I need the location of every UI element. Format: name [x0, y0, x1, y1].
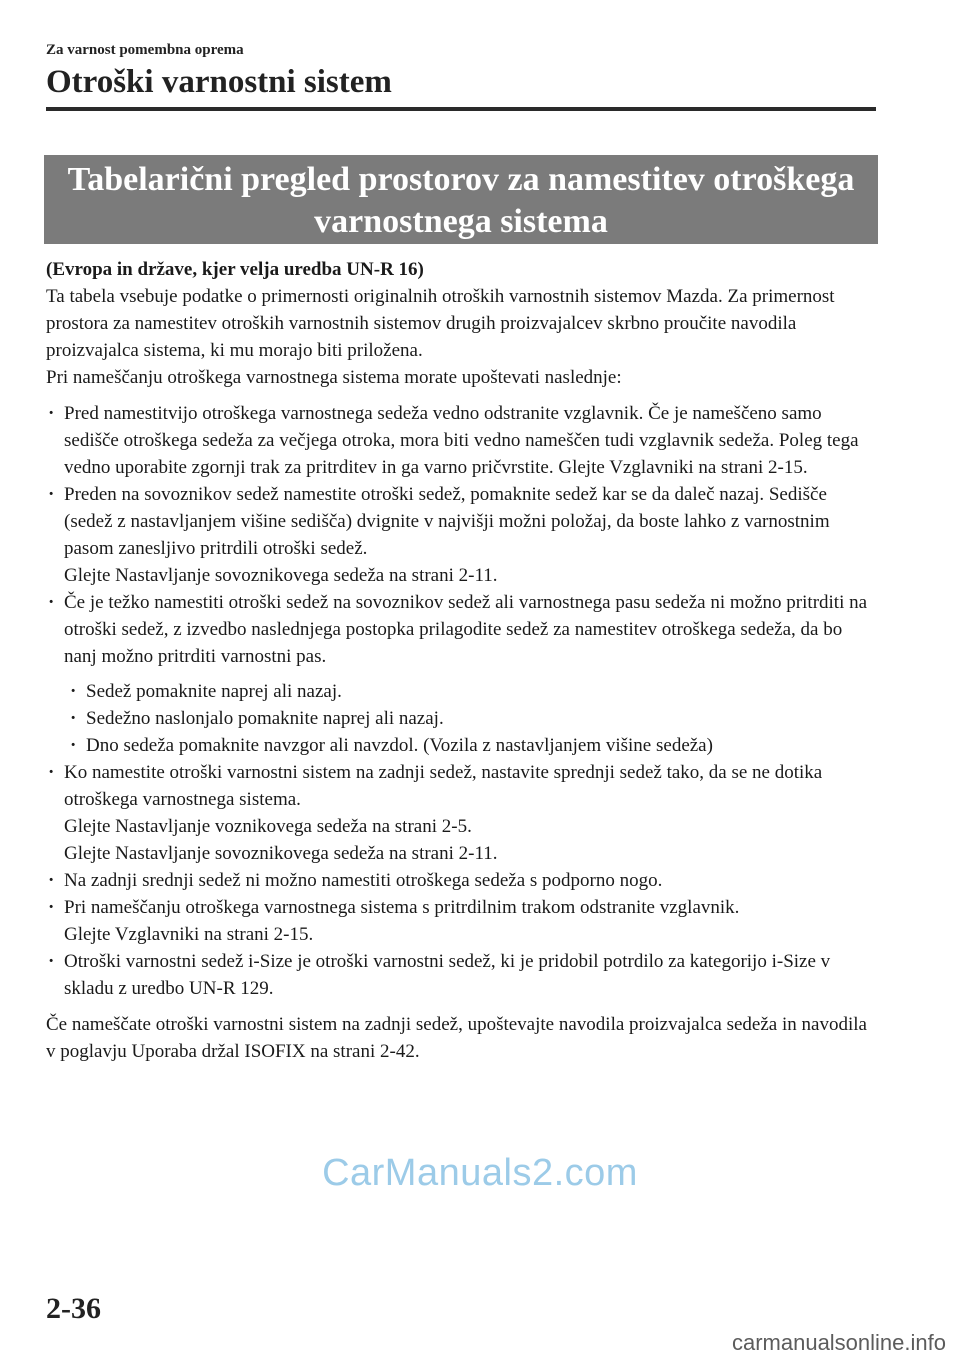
bullet-icon: ·	[48, 951, 55, 972]
list-item	[46, 589, 878, 670]
list-item	[46, 400, 878, 481]
intro-subhead: (Evropa in države, kjer velja uredba UN-R 16)	[46, 259, 424, 280]
sub-list-item-text: Sedež pomaknite naprej ali nazaj.	[86, 681, 342, 702]
list-item-text: Na zadnji srednji sedež ni možno namestiti otroškega sedeža s podporno nogo.	[64, 870, 663, 891]
sub-list-item-text: Dno sedeža pomaknite navzgor ali navzdol. (Vozila z nastavljanjem višine sedeža)	[86, 735, 713, 756]
page-reference: Glejte Vzglavniki na strani 2-15.	[64, 924, 314, 945]
sub-list-item-text: Sedežno naslonjalo pomaknite naprej ali nazaj.	[86, 708, 444, 729]
bullet-icon: ·	[48, 870, 55, 891]
list-item-text: Če je težko namestiti otroški sedež na sovoznikov sedež ali varnostnega pasu sedeža ni možno pritrditi na otroški sedež, z izvedbo naslednjega postopka prilagodite sedež za namestitev otroškega sedeža, da bo nanj možno pritrditi varnostni pas.	[64, 592, 868, 667]
page-number: 2-36	[46, 1292, 101, 1325]
list-item-text: Ko namestite otroški varnostni sistem na zadnji sedež, nastavite sprednji sedež tako, da se ne dotika otroškega varnostnega sistema.	[64, 762, 823, 810]
list-item	[46, 481, 878, 589]
bullet-icon: ·	[70, 735, 77, 756]
bullet-icon: ·	[48, 897, 55, 918]
intro-paragraph: Ta tabela vsebuje podatke o primernosti originalnih otroških varnostnih sistemov Mazda. Za primernost prostora za namestitev otroških varnostnih sistemov drugih proizvajalcev skrbno proučite navodila proizvajalca sistema, ki mu morajo biti priložena.	[46, 286, 835, 361]
sub-list-item	[46, 678, 878, 705]
sub-list-item	[46, 705, 878, 732]
section-label: Za varnost pomembna oprema	[46, 42, 244, 58]
page-reference: Glejte Nastavljanje sovoznikovega sedeža na strani 2-11.	[64, 843, 498, 864]
list-item	[46, 894, 878, 948]
bullet-list-continued	[46, 759, 878, 1002]
list-item	[46, 759, 878, 867]
chapter-rule	[46, 107, 876, 111]
bullet-icon: ·	[70, 681, 77, 702]
footer-site: carmanualsonline.info	[731, 1330, 946, 1355]
list-item	[46, 867, 878, 894]
bullet-icon: ·	[48, 484, 55, 505]
banner-line-2: varnostnega sistema	[314, 203, 608, 240]
bullet-list	[46, 400, 878, 670]
closing-paragraph: Če nameščate otroški varnostni sistem na zadnji sedež, upoštevajte navodila proizvajalca sedeža in navodila v poglavju Uporaba držal ISOFIX na strani 2-42.	[46, 1014, 867, 1062]
bullet-icon: ·	[70, 708, 77, 729]
watermark: CarManuals2.com	[322, 1152, 638, 1194]
page-reference: Glejte Nastavljanje voznikovega sedeža na strani 2-5.	[64, 816, 472, 837]
section-banner	[44, 155, 878, 244]
intro-paragraph-2: Pri nameščanju otroškega varnostnega sistema morate upoštevati naslednje:	[46, 367, 622, 388]
sub-bullet-list	[46, 678, 878, 759]
bullet-icon: ·	[48, 592, 55, 613]
bullet-icon: ·	[48, 762, 55, 783]
list-item-text: Pred namestitvijo otroškega varnostnega sedeža vedno odstranite vzglavnik. Če je nameščeno samo sedišče otroškega sedeža za večjega otroka, mora biti vedno nameščen tudi vzglavnik sedeža. Poleg tega vedno uporabite zgornji trak za pritrditev in ga varno pričvrstite. Glejte Vzglavniki na strani 2-15.	[64, 403, 859, 478]
list-item-text: Pri nameščanju otroškega varnostnega sistema s pritrdilnim trakom odstranite vzglavnik.	[64, 897, 740, 918]
chapter-title: Otroški varnostni sistem	[46, 64, 392, 100]
list-item-text: Otroški varnostni sedež i-Size je otroški varnostni sedež, ki je pridobil potrdilo za kategorijo i-Size v skladu z uredbo UN-R 129.	[64, 951, 831, 999]
banner-line-1: Tabelarični pregled prostorov za namestitev otroškega	[67, 161, 855, 198]
body-content	[46, 256, 878, 1065]
bullet-icon: ·	[48, 403, 55, 424]
page-reference: Glejte Nastavljanje sovoznikovega sedeža na strani 2-11.	[64, 565, 498, 586]
list-item	[46, 948, 878, 1002]
list-item-text: Preden na sovoznikov sedež namestite otroški sedež, pomaknite sedež kar se da daleč nazaj. Sedišče (sedež z nastavljanjem višine sedišča) dvignite v najvišji možni položaj, da boste lahko z varnostnim pasom zanesljivo pritrdili otroški sedež.	[64, 484, 830, 559]
sub-list-item	[46, 732, 878, 759]
